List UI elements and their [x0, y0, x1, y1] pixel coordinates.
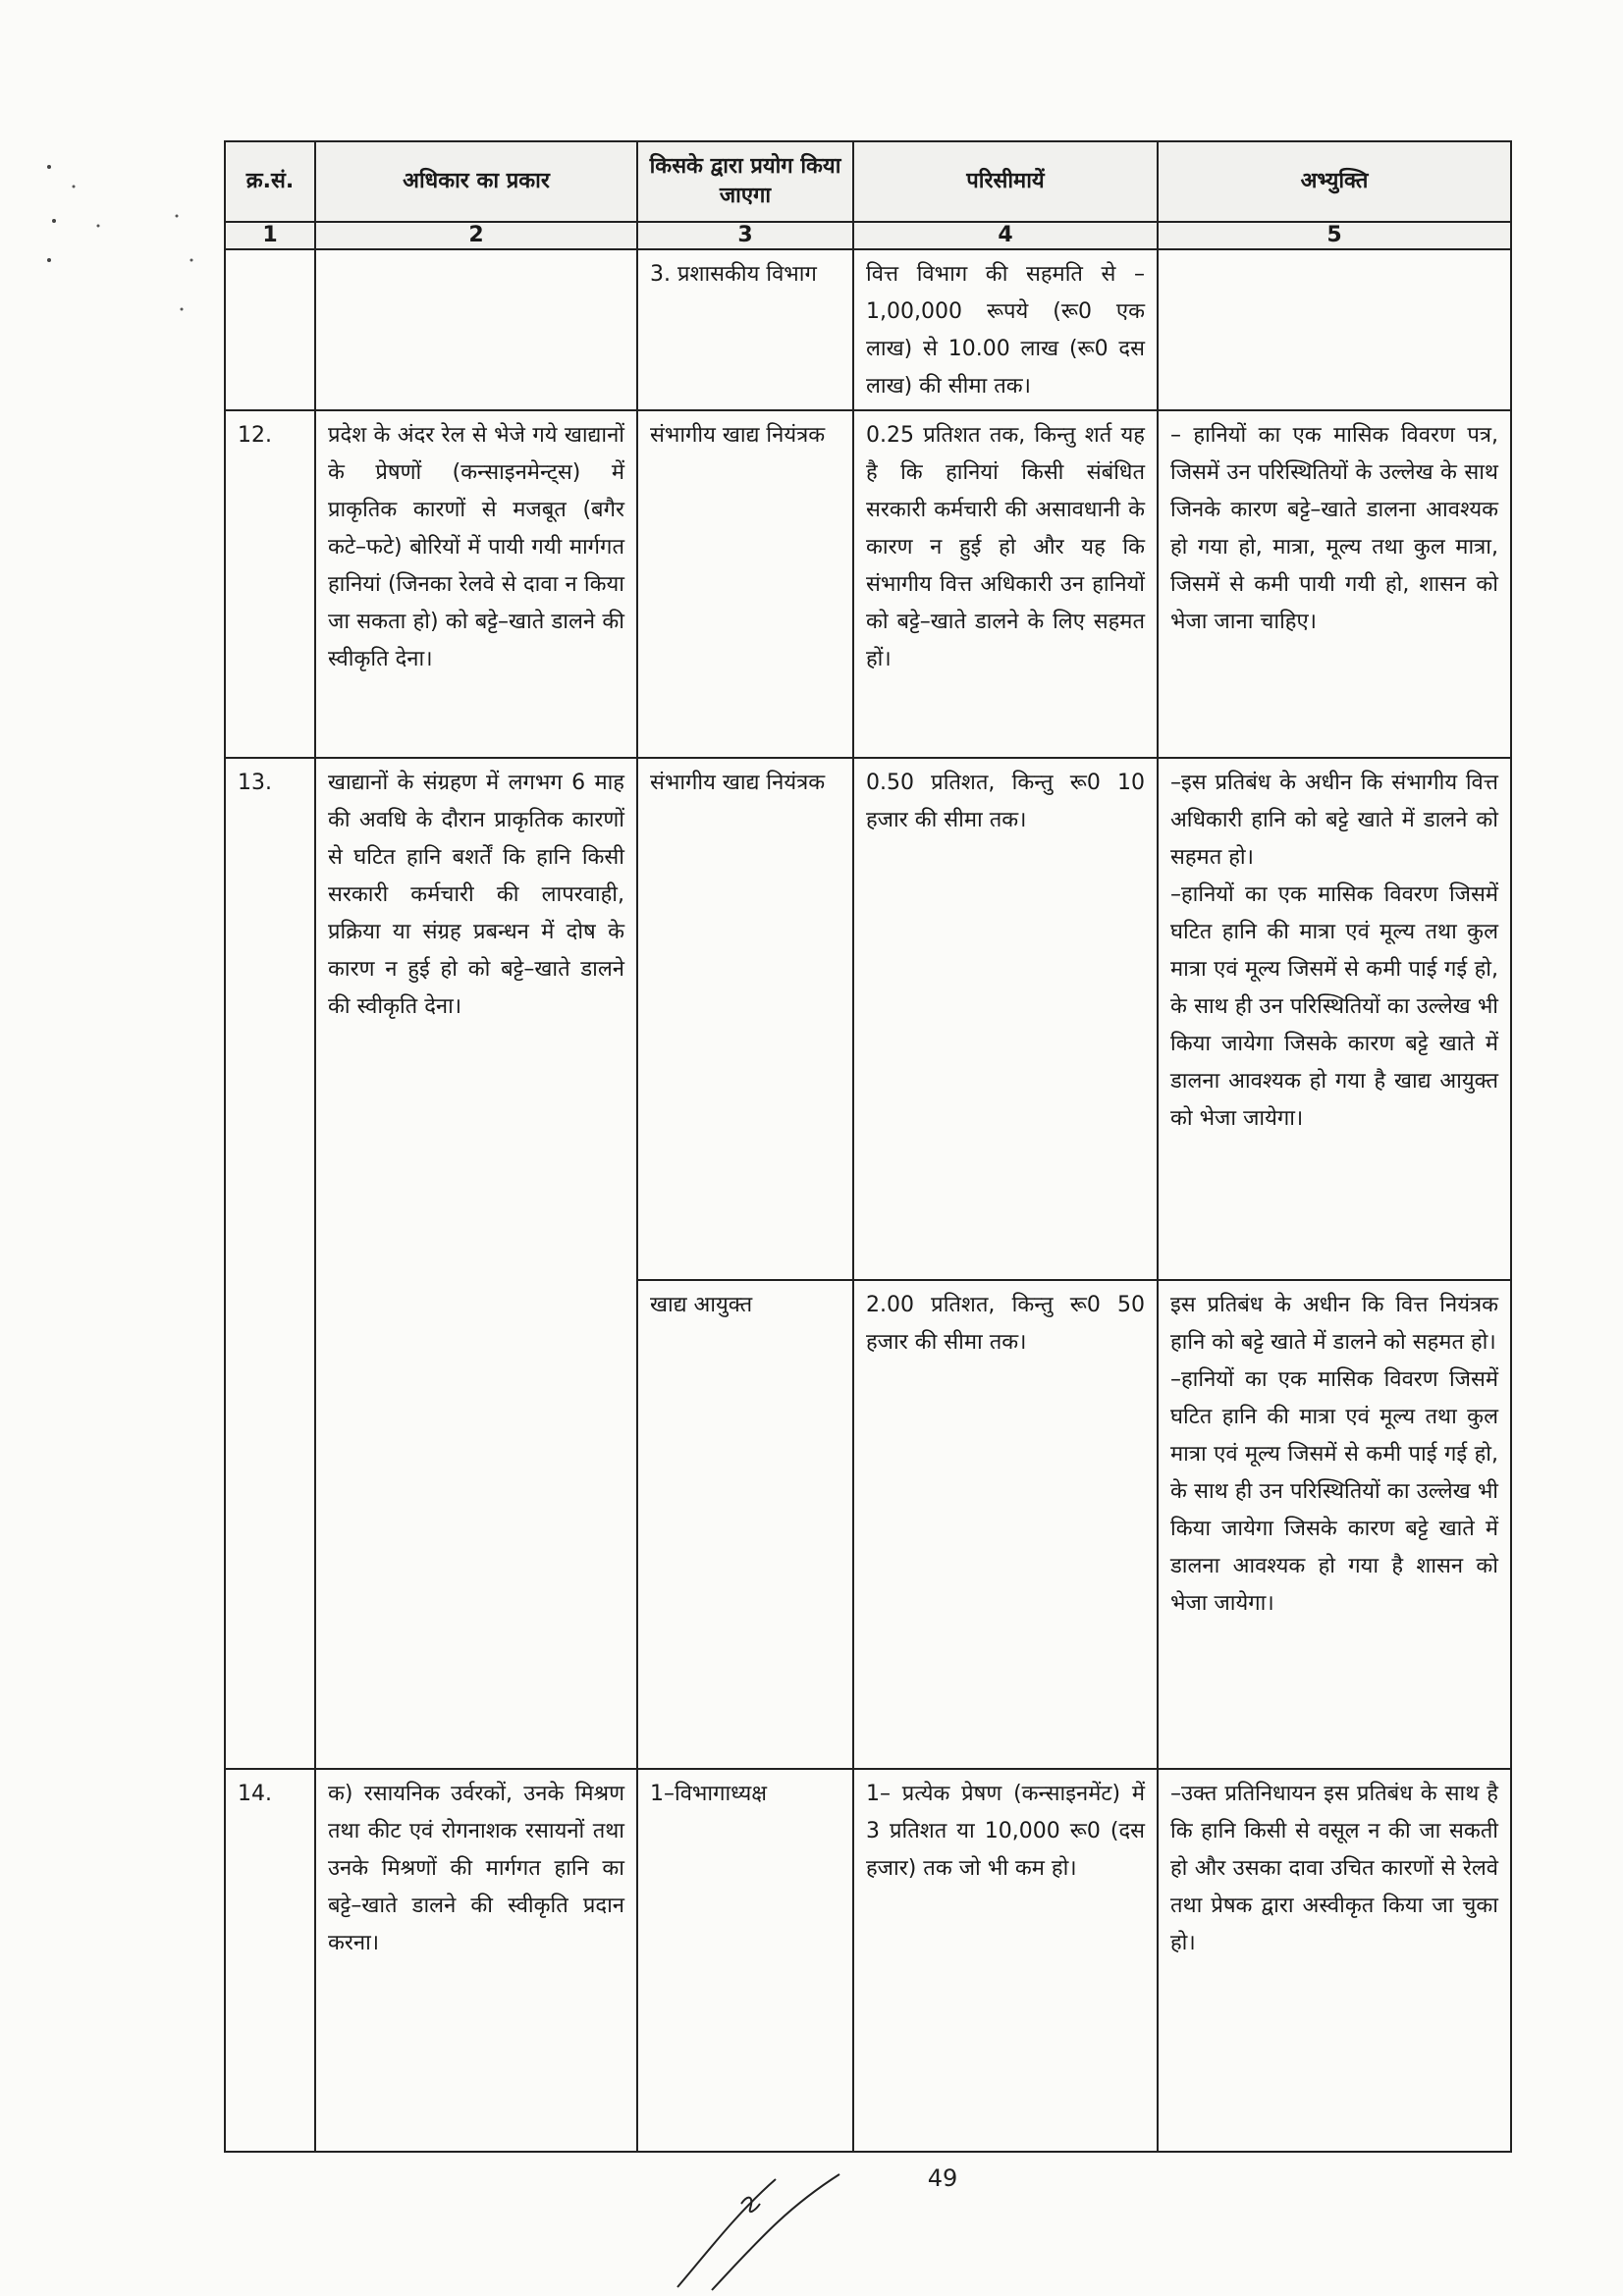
- column-number: 5: [1158, 222, 1511, 249]
- remarks-cell: [1158, 249, 1511, 410]
- nature-cell: [315, 249, 637, 410]
- column-number: 3: [637, 222, 853, 249]
- remarks-cell: [1158, 1280, 1511, 1769]
- remarks-paragraph: –हानियों का एक मासिक विवरण जिसमें घटित हानि की मात्रा एवं मूल्य तथा कुल मात्रा एवं मूल्य जिसमें से कमी पाई गई हो, के साथ ही उन परिस्थितियों का उल्लेख भी किया जायेगा जिसके कारण बट्टे खाते में डालना आवश्यक हो गया है शासन को भेजा जायेगा।: [1170, 1367, 1498, 1616]
- table-row: [225, 1769, 1511, 2152]
- exercised-by-cell: 3. प्रशासकीय विभाग: [637, 249, 853, 410]
- column-number-row: [225, 222, 1511, 249]
- limits-cell: 1– प्रत्येक प्रेषण (कन्साइनमेंट) में 3 प्रतिशत या 10,000 रू0 (दस हजार) तक जो भी कम हो।: [853, 1769, 1158, 2152]
- header-row: [225, 141, 1511, 222]
- limits-cell: 0.50 प्रतिशत, किन्तु रू0 10 हजार की सीमा तक।: [853, 758, 1158, 1280]
- table-row: [225, 410, 1511, 758]
- limits-cell: 0.25 प्रतिशत तक, किन्तु शर्त यह है कि हानियां किसी संबंधित सरकारी कर्मचारी की असावधानी के कारण न हुई हो और यह कि संभागीय वित्त अधिकारी उन हानियों को बट्टे–खाते डालने के लिए सहमत हों।: [853, 410, 1158, 758]
- header-remarks: अभ्युक्ति: [1158, 141, 1511, 222]
- serial-number-cell: [225, 249, 315, 410]
- remarks-cell: [1158, 758, 1511, 1280]
- column-number: 1: [225, 222, 315, 249]
- header-exercised-by: किसके द्वारा प्रयोग किया जाएगा: [637, 141, 853, 222]
- page-number: 49: [927, 2164, 958, 2192]
- remarks-cell: – हानियों का एक मासिक विवरण पत्र, जिसमें उन परिस्थितियों के उल्लेख के साथ जिनके कारण बट्टे–खाते डालना आवश्यक हो गया हो, मात्रा, मूल्य तथा कुल मात्रा, जिसमें से कमी पायी गयी हो, शासन को भेजा जाना चाहिए।: [1158, 410, 1511, 758]
- header-serial-number: क्र.सं.: [225, 141, 315, 222]
- margin-marks: [20, 147, 216, 344]
- remarks-paragraph: –हानियों का एक मासिक विवरण जिसमें घटित हानि की मात्रा एवं मूल्य तथा कुल मात्रा एवं मूल्य जिसमें से कमी पाई गई हो, के साथ ही उन परिस्थितियों का उल्लेख भी किया जायेगा जिसके कारण बट्टे खाते में डालना आवश्यक हो गया है खाद्य आयुक्त को भेजा जायेगा।: [1170, 882, 1498, 1131]
- serial-number-cell: 13.: [225, 758, 315, 1769]
- exercised-by-cell: संभागीय खाद्य नियंत्रक: [637, 758, 853, 1280]
- limits-cell: वित्त विभाग की सहमति से – 1,00,000 रूपये (रू0 एक लाख) से 10.00 लाख (रू0 दस लाख) की सीमा तक।: [853, 249, 1158, 410]
- remarks-paragraph: इस प्रतिबंध के अधीन कि वित्त नियंत्रक हानि को बट्टे खाते में डालने को सहमत हो।: [1170, 1293, 1498, 1355]
- nature-cell: खाद्यानों के संग्रहण में लगभग 6 माह की अवधि के दौरान प्राकृतिक कारणों से घटित हानि बशर्तें कि हानि किसी सरकारी कर्मचारी की लापरवाही, प्रक्रिया या संग्रह प्रबन्धन में दोष के कारण न हुई हो को बट्टे–खाते डालने की स्वीकृति देना।: [315, 758, 637, 1769]
- serial-number-cell: 12.: [225, 410, 315, 758]
- exercised-by-cell: खाद्य आयुक्त: [637, 1280, 853, 1769]
- header-nature-of-power: अधिकार का प्रकार: [315, 141, 637, 222]
- delegation-table: [224, 140, 1512, 2153]
- exercised-by-cell: संभागीय खाद्य नियंत्रक: [637, 410, 853, 758]
- table-row: [225, 249, 1511, 410]
- signature: [658, 2164, 854, 2292]
- column-number: 2: [315, 222, 637, 249]
- header-limits: परिसीमायें: [853, 141, 1158, 222]
- serial-number-cell: 14.: [225, 1769, 315, 2152]
- limits-cell: 2.00 प्रतिशत, किन्तु रू0 50 हजार की सीमा तक।: [853, 1280, 1158, 1769]
- remarks-paragraph: –इस प्रतिबंध के अधीन कि संभागीय वित्त अधिकारी हानि को बट्टे खाते में डालने को सहमत हो।: [1170, 771, 1498, 870]
- nature-cell: प्रदेश के अंदर रेल से भेजे गये खाद्यानों के प्रेषणों (कन्साइनमेन्ट्स) में प्राकृतिक कारणों से मजबूत (बगैर कटे–फटे) बोरियों में पायी गयी मार्गगत हानियां (जिनका रेलवे से दावा न किया जा सकता हो) को बट्टे–खाते डालने की स्वीकृति देना।: [315, 410, 637, 758]
- nature-cell: क) रसायनिक उर्वरकों, उनके मिश्रण तथा कीट एवं रोगनाशक रसायनों तथा उनके मिश्रणों की मार्गगत हानि का बट्टे–खाते डालने की स्वीकृति प्रदान करना।: [315, 1769, 637, 2152]
- exercised-by-cell: 1–विभागाध्यक्ष: [637, 1769, 853, 2152]
- column-number: 4: [853, 222, 1158, 249]
- table-row: [225, 758, 1511, 1280]
- remarks-cell: –उक्त प्रतिनिधायन इस प्रतिबंध के साथ है कि हानि किसी से वसूल न की जा सकती हो और उसका दावा उचित कारणों से रेलवे तथा प्रेषक द्वारा अस्वीकृत किया जा चुका हो।: [1158, 1769, 1511, 2152]
